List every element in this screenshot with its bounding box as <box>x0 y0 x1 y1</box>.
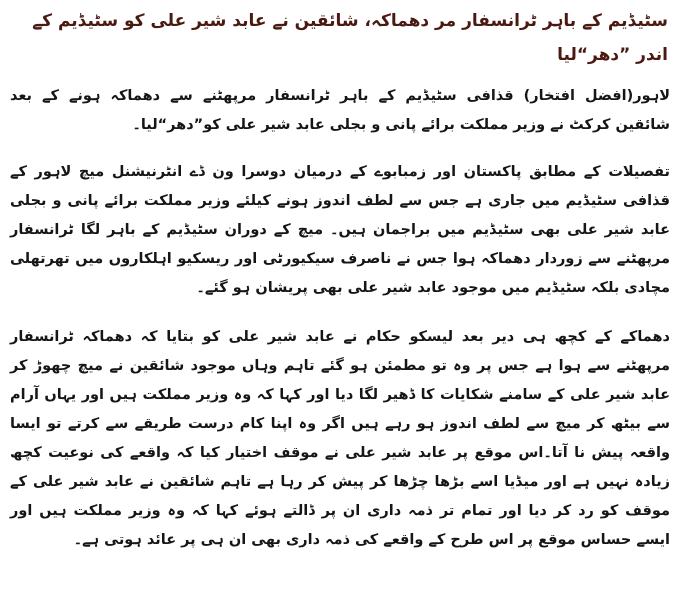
article-paragraph-intro: لاہور(افضل افتخار) قذافی سٹیڈیم کے باہر ٹرانسفار مرپھٹنے سے دھماکہ ہونے کے بعد شائقین کرکٹ نے وزیر مملکت برائے پانی و بجلی عابد شیر علی کو”دھر“لیا۔ <box>10 88 670 133</box>
article-paragraph-details: تفصیلات کے مطابق پاکستان اور زمبابوے کے درمیان دوسرا ون ڈے انٹرنیشنل میچ لاہور کے قذافی سٹیڈیم میں جاری ہے جس سے لطف اندوز ہونے کیلئے وزیر مملکت برائے پانی و بجلی عابد شیر علی بھی سٹیڈیم میں براجمان ہیں۔ میچ کے دوران سٹیڈیم کے باہر لگا ٹرانسفار مرپھٹنے سے زوردار دھماکہ ہوا جس نے ناصرف سیکیورٹی اور ریسکیو اہلکاروں میں تھرتھلی مچادی بلکہ سٹیڈیم میں موجود عابد شیر علی بھی پریشان ہو گئے۔ <box>10 164 670 296</box>
article-headline: سٹیڈیم کے باہر ٹرانسفار مر دھماکہ، شائقین نے عابد شیر علی کو سٹیڈیم کے اندر ”دھر“لیا <box>32 11 668 65</box>
article-paragraph-reaction: دھماکے کے کچھ ہی دیر بعد لیسکو حکام نے عابد شیر علی کو بتایا کہ دھماکہ ٹرانسفار مرپھٹنے سے ہوا ہے جس پر وہ تو مطمئن ہو گئے تاہم وہاں موجود شائقین نے میچ چھوڑ کر عابد شیر علی کے سامنے شکایات کا ڈھیر لگا دیا اور کہا کہ وہ وزیر مملکت ہیں اور یہاں آرام سے بیٹھ کر میچ سے لطف اندوز ہو رہے ہیں اگر وہ اپنا کام درست طریقے سے کرتے تو ایسا واقعہ پیش نا آتا۔اس موقع پر عابد شیر علی نے موقف اختیار کیا کہ واقعے کی نوعیت کچھ زیادہ نہیں ہے اور میڈیا اسے بڑھا چڑھا کر پیش کر رہا ہے تاہم شائقین نے عابد شیر علی کے موقف کو رد کر دیا اور تمام تر ذمہ داری ان پر ڈالتے ہوئے کہا کہ وہ وزیر مملکت ہیں اور ایسے حساس موقع پر اس طرح کے واقعے کی ذمہ داری بھی ان ہی پر عائد ہوتی ہے۔ <box>10 329 670 548</box>
